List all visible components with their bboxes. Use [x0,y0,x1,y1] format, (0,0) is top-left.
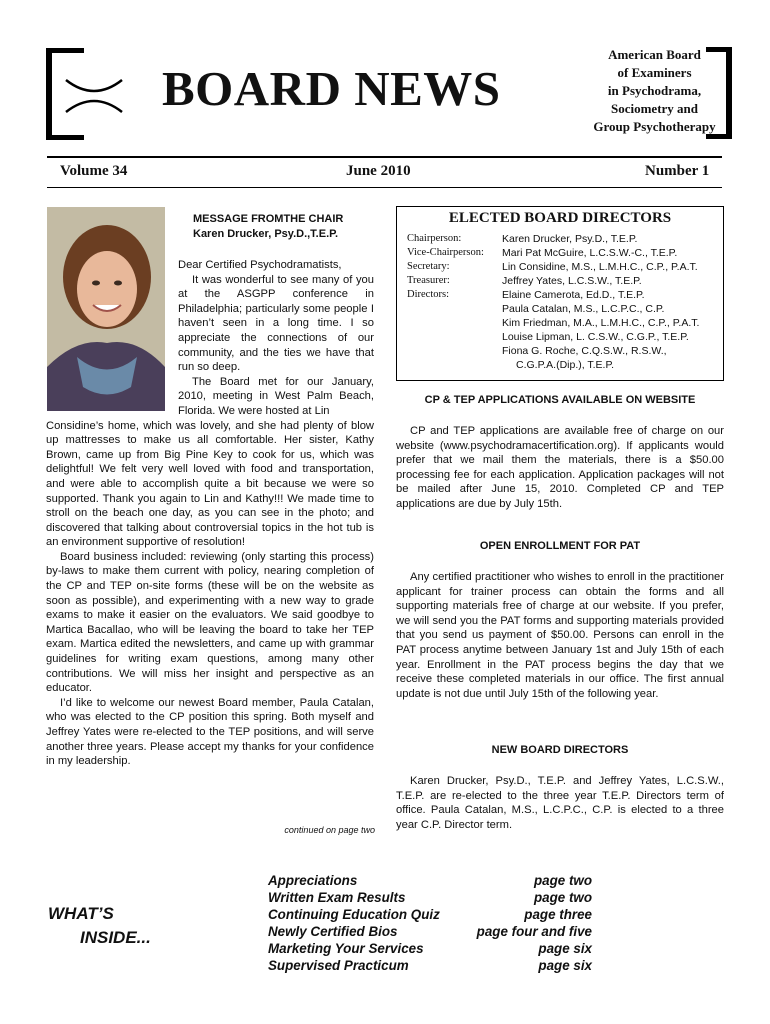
toc-item: Continuing Education Quiz page three [268,907,592,922]
chair-message-body [46,258,374,769]
section-title: OPEN ENROLLMENT FOR PAT [479,540,641,552]
continued-note: continued on page two [284,825,375,835]
toc-item: Newly Certified Bios page four and five [268,924,592,939]
issue-date: June 2010 [346,163,411,179]
organization-name: American Board of Examiners in Psychodrama, Sociometry and Group Psychotherapy [593,47,716,134]
issue-number: Number 1 [645,163,710,179]
whats-inside-heading: WHAT’S INSIDE... [48,904,151,947]
logo [46,48,150,140]
section-title: CP & TEP APPLICATIONS AVAILABLE ON WEBSITE [424,394,696,406]
section-body: Any certified practitioner who wishes to enroll in the practitioner applicant for trainer process can obtain the forms and all supporting materials free of charge at our website. If you prefer, we will send you the PAT forms and supporting materials provided that you send us payment of $50.00. Persons can enroll in the PAT process anytime between January 1st and July 15th of each year. Enrollment in the PAT process begins the day that we receive these completed materials in our office. The first annual update is not due until July 15th of the following year. [396,571,724,700]
toc-item: Appreciations page two [268,873,592,888]
toc-item: Written Exam Results page two [268,890,592,905]
salutation: Dear Certified Psychodramatists, [178,259,342,271]
paragraph: Board business included: reviewing (only starting this process) by-laws to make them current with policy, nearing completion of the CP and TEP on-site forms (these will be on the website as soon as possible), and experimenting with a new way to grade exams to make it easier on the evaluators. We said goodbye to Martica Bacallao, who will be leaving the board to take her TEP exam. Martica edited the newsletters, and came up with grammar guidelines for writing exam questions, among many other contributions. We will miss her insight and perspective as an educator. [46,550,374,695]
chair-message-heading [193,212,343,242]
paragraph: The Board met for our January, 2010, meeting in West Palm Beach, Florida. We were hosted at Lin [178,375,374,417]
divider [47,156,722,158]
logo-mark-icon [62,74,126,118]
table-of-contents [268,872,592,974]
board-list: Chairperson: Karen Drucker, Psy.D., T.E.P. Vice-Chairperson: Mari Pat McGuire, L.C.S.W.-C., T.E.P. Secretary: Lin Considine, M.S., L.M.H.C., C.P., P.A.T. Treasurer: Jeffrey Yates, L.C.S.W., T.E.P. Directors: Elaine Camerota, Ed.D., T.E.P. Paula Catalan, M.S., L.C.P.C., C.P. Kim Friedman, M.A., L.M.H.C., C.P., P.A.T. Louise Lipman, L. C.S.W., C.G.P., T.E.P. Fiona G. Roche, C.Q.S.W., R.S.W., C.G.P.A.(Dip.), T.E.P. [407,233,700,371]
toc-item: Marketing Your Services page six [268,941,592,956]
toc-item: Supervised Practicum page six [268,958,592,973]
section-title: NEW BOARD DIRECTORS [491,744,629,756]
divider [47,187,722,188]
section-body: CP and TEP applications are available free of charge on our website (www.psychodramacertification.org). If applicants would prefer that we mail them the materials, there is a $50.00 processing fee for each application. Application packages will not be mailed after June 15, 2010. Completed CP and TEP applications are due by July 15th. [396,425,724,510]
paragraph: It was wonderful to see many of you at the ASGPP conference in Philadelphia; particularly some people I haven’t seen in a long time. I so appreciate the connections of our community, and the ties we have that run so deep. [178,273,374,374]
header-bracket [706,47,732,139]
masthead-title: BOARD NEWS [162,61,501,116]
volume-label: Volume 34 [60,163,128,179]
paragraph: I’d like to welcome our newest Board member, Paula Catalan, who was elected to the CP position this spring. Both myself and Jeffrey Yates were re-elected to the TEP positions, and will serve another three years. Please accept my thanks for your confidence in my leadership. [46,696,374,768]
elected-board-title: ELECTED BOARD DIRECTORS [448,210,672,226]
paragraph: Considine’s home, which was lovely, and she had plenty of blow up mattresses to make us all comfortable. Her sister, Kathy Brown, came up from Big Pine Key to cook for us, which was delightful! We felt very well loved with food and transportation, and were able to accomplish quite a bit because we were so supported. Thank you again to Lin and Kathy!!! We made time to stroll on the beach one day, as you can see in the photo; and discovered that talking about controversial topics in the hot tub is an environment supportive of resolution! [46,419,374,549]
section-title: MESSAGE FROMTHE CHAIR [193,213,344,225]
author-line: Karen Drucker, Psy.D.,T.E.P. [193,228,339,240]
section-body: Karen Drucker, Psy.D., T.E.P. and Jeffrey Yates, L.C.S.W., T.E.P. are re-elected to the three year T.E.P. Directors term of office. Paula Catalan, M.S., L.C.P.C., C.P. is elected to a three year C.P. Director term. [396,775,724,831]
